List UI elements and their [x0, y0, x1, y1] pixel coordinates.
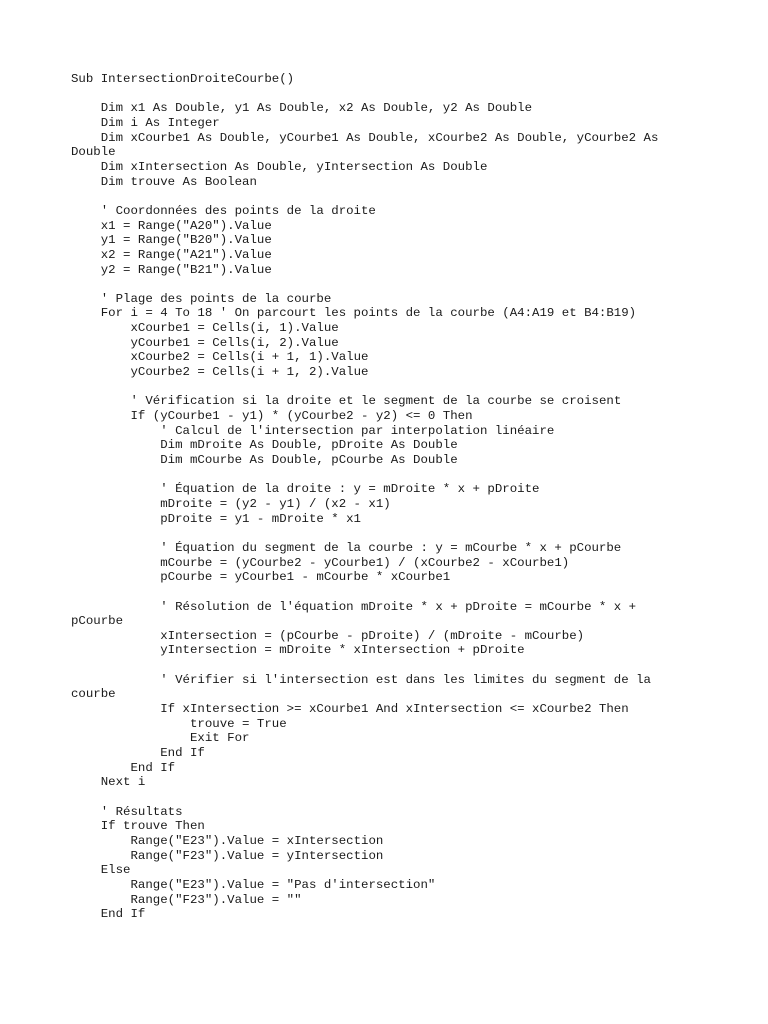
code-line: x1 = Range("A20").Value — [71, 218, 272, 233]
code-line: If xIntersection >= xCourbe1 And xIntersection <= xCourbe2 Then — [71, 702, 629, 717]
code-line: ' Vérification si la droite et le segment de la courbe se croisent — [71, 394, 622, 409]
code-line: Sub IntersectionDroiteCourbe() — [71, 72, 295, 86]
code-line — [71, 658, 671, 673]
code-line: mCourbe = (yCourbe2 - yCourbe1) / (xCourbe2 - xCourbe1) — [71, 555, 570, 570]
code-line: Next i — [71, 775, 146, 790]
code-line: Exit For — [71, 731, 250, 746]
code-line — [71, 87, 671, 102]
code-line: yCourbe2 = Cells(i + 1, 2).Value — [71, 365, 369, 380]
code-line — [71, 468, 671, 483]
code-line: xCourbe1 = Cells(i, 1).Value — [71, 321, 339, 336]
code-line: Range("E23").Value = xIntersection — [71, 833, 384, 848]
code-line: ' Résultats — [71, 804, 183, 819]
code-line — [71, 526, 671, 541]
code-line: If (yCourbe1 - y1) * (yCourbe2 - y2) <= 0 Then — [71, 409, 473, 424]
code-document — [71, 72, 671, 922]
code-line: If trouve Then — [71, 819, 205, 834]
code-line — [71, 790, 671, 805]
code-line: End If — [71, 760, 176, 775]
code-line: pDroite = y1 - mDroite * x1 — [71, 511, 361, 526]
code-line: For i = 4 To 18 ' On parcourt les points de la courbe (A4:A19 et B4:B19) — [71, 306, 637, 321]
code-line: ' Calcul de l'intersection par interpolation linéaire — [71, 423, 555, 438]
code-line: End If — [71, 907, 146, 922]
code-line: ' Coordonnées des points de la droite — [71, 203, 376, 218]
code-line: Else — [71, 863, 131, 878]
code-line: pCourbe = yCourbe1 - mCourbe * xCourbe1 — [71, 570, 451, 585]
code-line: Range("F23").Value = "" — [71, 892, 302, 907]
code-line: xCourbe2 = Cells(i + 1, 1).Value — [71, 350, 369, 365]
code-line: ' Équation du segment de la courbe : y = mCourbe * x + pCourbe — [71, 540, 622, 555]
code-line: Dim xCourbe1 As Double, yCourbe1 As Double, xCourbe2 As Double, yCourbe2 As Double — [71, 130, 666, 160]
code-line: Range("F23").Value = yIntersection — [71, 848, 384, 863]
code-line: yIntersection = mDroite * xIntersection + pDroite — [71, 643, 525, 658]
code-line: trouve = True — [71, 716, 287, 731]
code-line — [71, 189, 671, 204]
code-line: ' Résolution de l'équation mDroite * x + pDroite = mCourbe * x + pCourbe — [71, 599, 644, 629]
code-line: Dim xIntersection As Double, yIntersection As Double — [71, 159, 488, 174]
code-line: y2 = Range("B21").Value — [71, 262, 272, 277]
code-line: Dim mDroite As Double, pDroite As Double — [71, 438, 458, 453]
code-line: Dim mCourbe As Double, pCourbe As Double — [71, 453, 458, 467]
code-line: Range("E23").Value = "Pas d'intersection" — [71, 877, 436, 892]
code-line: xIntersection = (pCourbe - pDroite) / (mDroite - mCourbe) — [71, 628, 585, 643]
code-line: Dim x1 As Double, y1 As Double, x2 As Double, y2 As Double — [71, 101, 533, 116]
code-line: ' Équation de la droite : y = mDroite * x + pDroite — [71, 482, 540, 497]
code-line: ' Plage des points de la courbe — [71, 291, 332, 306]
code-line: ' Vérifier si l'intersection est dans les limites du segment de la courbe — [71, 672, 659, 702]
code-line: yCourbe1 = Cells(i, 2).Value — [71, 335, 339, 350]
code-line — [71, 585, 671, 600]
code-line: Dim i As Integer — [71, 115, 220, 130]
code-line: Dim trouve As Boolean — [71, 174, 257, 189]
code-line: y1 = Range("B20").Value — [71, 233, 272, 248]
code-line — [71, 380, 671, 395]
code-line: End If — [71, 746, 205, 761]
code-line: mDroite = (y2 - y1) / (x2 - x1) — [71, 496, 391, 511]
code-line — [71, 277, 671, 292]
code-line: x2 = Range("A21").Value — [71, 247, 272, 262]
